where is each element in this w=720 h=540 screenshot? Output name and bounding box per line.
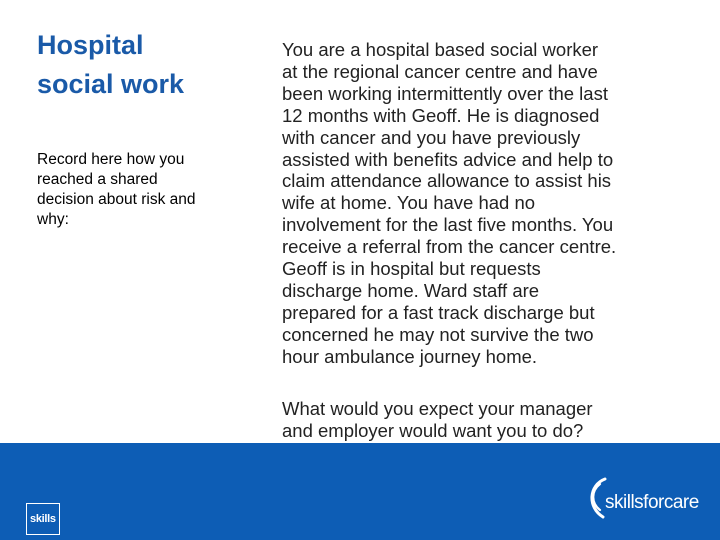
scenario-line: prepared for a fast track discharge but [282, 301, 595, 323]
scenario-line: with cancer and you have previously [282, 126, 581, 148]
paragraph-gap [282, 368, 707, 398]
skills-small-logo [26, 503, 60, 535]
scenario-line: hour ambulance journey home. [282, 345, 538, 367]
scenario-text [282, 39, 707, 441]
question-line: and employer would want you to do? [282, 419, 584, 441]
prompt-line: reached a shared [37, 171, 158, 188]
scenario-line: at the regional cancer centre and have [282, 60, 598, 82]
prompt-line: why: [37, 211, 69, 228]
scenario-line: discharge home. Ward staff are [282, 279, 540, 301]
scenario-line: involvement for the last five months. You [282, 214, 614, 236]
prompt-line: Record here how you [37, 151, 185, 168]
slide-title-line: social work [37, 69, 185, 99]
slide-title [37, 26, 247, 104]
prompt-line: decision about risk and [37, 191, 196, 208]
footer-bar [0, 443, 720, 540]
small-logo-text: skills [30, 513, 56, 525]
scenario-line: concerned he may not survive the two [282, 323, 594, 345]
brand-wordmark: skillsforcare [605, 492, 699, 513]
scenario-line: 12 months with Geoff. He is diagnosed [282, 104, 600, 126]
scenario-line: claim attendance allowance to assist his [282, 170, 612, 192]
scenario-line: assisted with benefits advice and help to [282, 148, 614, 170]
skillsforcare-logo [583, 473, 708, 533]
reflection-prompt [37, 150, 242, 230]
question-line: What would you expect your manager [282, 397, 593, 419]
scenario-line: wife at home. You have had no [282, 192, 536, 214]
slide-title-line: Hospital [37, 30, 144, 60]
scenario-line: Geoff is in hospital but requests [282, 258, 541, 280]
scenario-line: You are a hospital based social worker [282, 39, 599, 60]
scenario-line: receive a referral from the cancer centre. [282, 236, 617, 258]
scenario-line: been working intermittently over the last [282, 82, 608, 104]
